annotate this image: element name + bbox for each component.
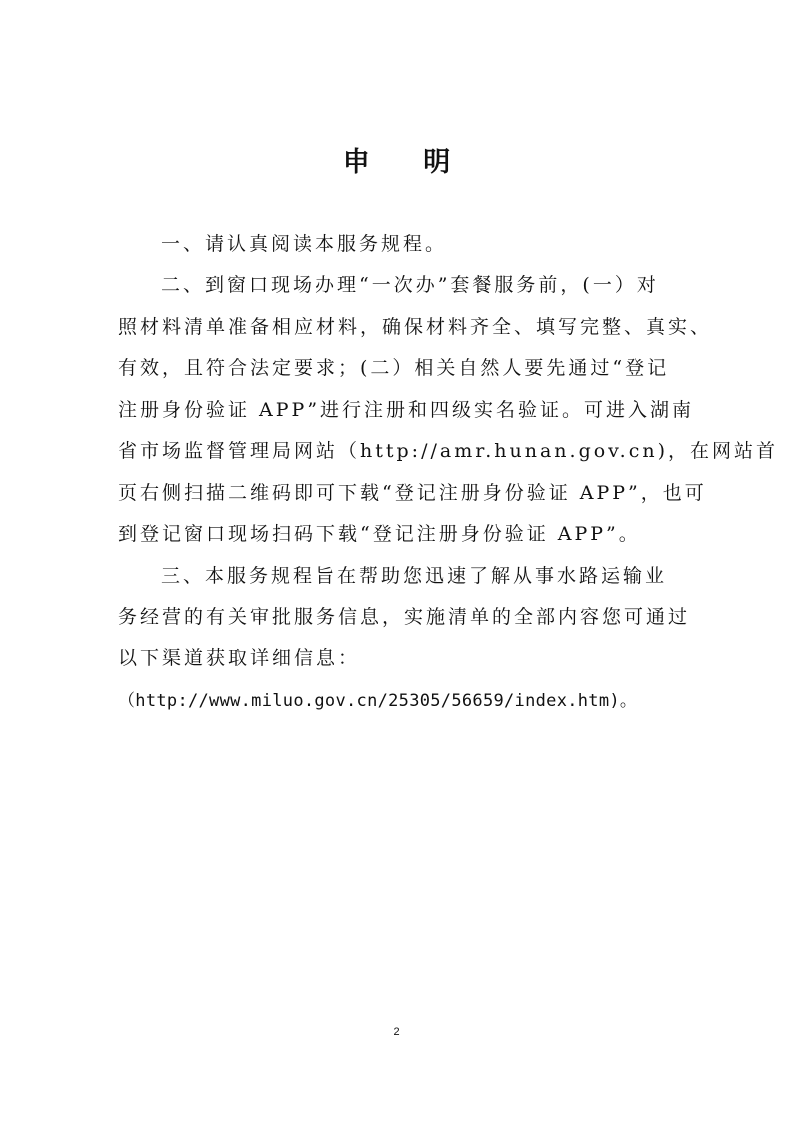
- paragraph-2-line-6: 页右侧扫描二维码即可下载“登记注册身份验证 APP”，也可: [118, 482, 707, 504]
- paragraph-3-line-1: 三、本服务规程旨在帮助您迅速了解从事水路运输业: [161, 565, 668, 587]
- paragraph-1-line-1: 一、请认真阅读本服务规程。: [161, 233, 448, 255]
- paragraph-2-line-1: 二、到窗口现场办理“一次办”套餐服务前，(一）对: [161, 274, 659, 296]
- paragraph-2-line-3: 有效，且符合法定要求；(二）相关自然人要先通过“登记: [118, 357, 670, 379]
- paragraph-2-line-2: 照材料清单准备相应材料，确保材料齐全、填写完整、真实、: [118, 316, 713, 338]
- paragraph-3-line-2: 务经营的有关审批服务信息，实施清单的全部内容您可通过: [118, 606, 691, 628]
- paragraph-3-url: （http://www.miluo.gov.cn/25305/56659/index.htm)。: [118, 691, 638, 711]
- paragraph-2-line-7: 到登记窗口现场扫码下载“登记注册身份验证 APP”。: [118, 523, 641, 545]
- page-number: 2: [393, 1026, 400, 1038]
- paragraph-2-line-4: 注册身份验证 APP”进行注册和四级实名验证。可进入湖南: [118, 399, 695, 421]
- paragraph-3-line-3: 以下渠道获取详细信息：: [118, 647, 361, 669]
- paragraph-2-line-5: 省市场监督管理局网站（http://amr.hunan.gov.cn)，在网站首: [118, 440, 778, 462]
- document-title: 申 明: [342, 147, 473, 178]
